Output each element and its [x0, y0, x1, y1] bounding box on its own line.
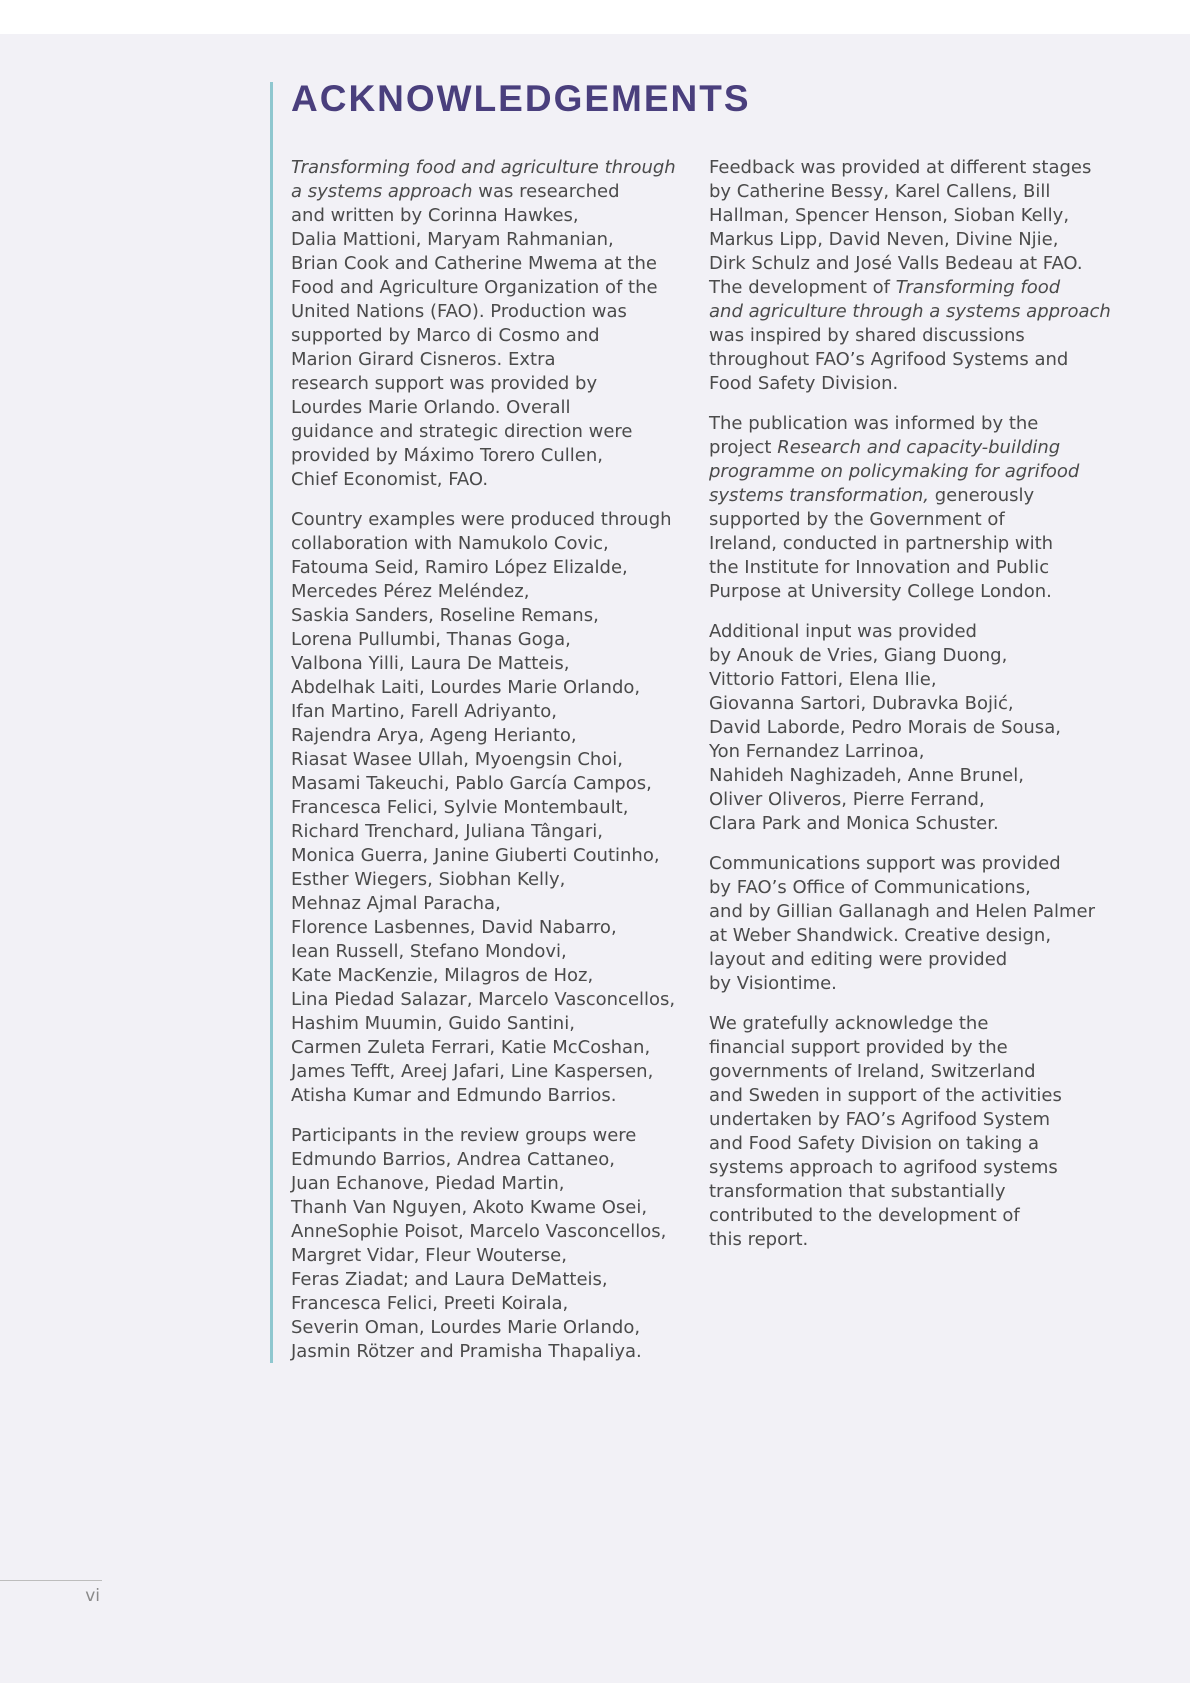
- text-line: Rajendra Arya, Ageng Herianto,: [291, 725, 577, 746]
- text-line: Carmen Zuleta Ferrari, Katie McCoshan,: [291, 1037, 651, 1058]
- text-line: Participants in the review groups were: [291, 1125, 637, 1146]
- text-line: Food and Agriculture Organization of the: [291, 277, 658, 298]
- text-line: and Sweden in support of the activities: [709, 1085, 1062, 1106]
- text-line: Juan Echanove, Piedad Martin,: [291, 1173, 565, 1194]
- text-line: Edmundo Barrios, Andrea Cattaneo,: [291, 1149, 615, 1170]
- text-line: guidance and strategic direction were: [291, 421, 633, 442]
- text-line: systems approach to agrifood systems: [709, 1157, 1058, 1178]
- text-line: project Research and capacity-building: [709, 437, 1061, 458]
- paragraph-review-groups: [291, 1124, 691, 1364]
- text-line: Atisha Kumar and Edmundo Barrios.: [291, 1085, 617, 1106]
- text-line: a systems approach was researched: [291, 181, 620, 202]
- text-line: systems transformation, generously: [709, 485, 1035, 506]
- text-line: Kate MacKenzie, Milagros de Hoz,: [291, 965, 594, 986]
- paragraph-additional-input: [709, 620, 1109, 836]
- text-line: and agriculture through a systems approach: [709, 301, 1111, 322]
- text-line: and Food Safety Division on taking a: [709, 1133, 1040, 1154]
- text-line: Ireland, conducted in partnership with: [709, 533, 1054, 554]
- text-line: The development of Transforming food: [709, 277, 1061, 298]
- text-line: Transforming food and agriculture through: [291, 157, 676, 178]
- text-line: Iean Russell, Stefano Mondovi,: [291, 941, 567, 962]
- text-line: by FAO’s Office of Communications,: [709, 877, 1031, 898]
- text-line: Hallman, Spencer Henson, Sioban Kelly,: [709, 205, 1070, 226]
- text-line: Additional input was provided: [709, 621, 977, 642]
- text-line: supported by the Government of: [709, 509, 1005, 530]
- text-line: Abdelhak Laiti, Lourdes Marie Orlando,: [291, 677, 641, 698]
- text-line: Feedback was provided at different stages: [709, 157, 1092, 178]
- page-number: vi: [85, 1586, 100, 1606]
- text-line: Masami Takeuchi, Pablo García Campos,: [291, 773, 652, 794]
- text-line: James Tefft, Areej Jafari, Line Kaspersen,: [291, 1061, 654, 1082]
- text-line: Marion Girard Cisneros. Extra: [291, 349, 556, 370]
- text-line: throughout FAO’s Agrifood Systems and: [709, 349, 1069, 370]
- text-line: layout and editing were provided: [709, 949, 1008, 970]
- footer-divider: [0, 1580, 102, 1581]
- text-line: by Visiontime.: [709, 973, 837, 994]
- text-line: Florence Lasbennes, David Nabarro,: [291, 917, 617, 938]
- text-line: Riasat Wasee Ullah, Myoengsin Choi,: [291, 749, 624, 770]
- text-line: and written by Corinna Hawkes,: [291, 205, 579, 226]
- text-line: Giovanna Sartori, Dubravka Bojić,: [709, 693, 1014, 714]
- text-line: We gratefully acknowledge the: [709, 1013, 989, 1034]
- text-line: by Anouk de Vries, Giang Duong,: [709, 645, 1008, 666]
- text-line: Ifan Martino, Farell Adriyanto,: [291, 701, 557, 722]
- text-line: Markus Lipp, David Neven, Divine Njie,: [709, 229, 1059, 250]
- text-line: Francesca Felici, Sylvie Montembault,: [291, 797, 629, 818]
- text-line: research support was provided by: [291, 373, 598, 394]
- text-line: programme on policymaking for agrifood: [709, 461, 1080, 482]
- text-line: Margret Vidar, Fleur Wouterse,: [291, 1245, 567, 1266]
- text-line: Food Safety Division.: [709, 373, 899, 394]
- text-line: Thanh Van Nguyen, Akoto Kwame Osei,: [291, 1197, 648, 1218]
- text-line: by Catherine Bessy, Karel Callens, Bill: [709, 181, 1051, 202]
- text-line: Feras Ziadat; and Laura DeMatteis,: [291, 1269, 608, 1290]
- text-line: was inspired by shared discussions: [709, 325, 1025, 346]
- text-line: and by Gillian Gallanagh and Helen Palmer: [709, 901, 1095, 922]
- text-line: contributed to the development of: [709, 1205, 1020, 1226]
- text-line: Dirk Schulz and José Valls Bedeau at FAO.: [709, 253, 1083, 274]
- text-line: Francesca Felici, Preeti Koirala,: [291, 1293, 569, 1314]
- text-line: supported by Marco di Cosmo and: [291, 325, 600, 346]
- text-line: provided by Máximo Torero Cullen,: [291, 445, 603, 466]
- text-line: Communications support was provided: [709, 853, 1061, 874]
- text-line: Dalia Mattioni, Maryam Rahmanian,: [291, 229, 614, 250]
- text-line: Saskia Sanders, Roseline Remans,: [291, 605, 599, 626]
- paragraph-financial-support: [709, 1012, 1109, 1252]
- text-line: Lina Piedad Salazar, Marcelo Vasconcellos,: [291, 989, 676, 1010]
- text-line: Monica Guerra, Janine Giuberti Coutinho,: [291, 845, 660, 866]
- text-line: this report.: [709, 1229, 809, 1250]
- text-line: Vittorio Fattori, Elena Ilie,: [709, 669, 937, 690]
- text-line: Clara Park and Monica Schuster.: [709, 813, 999, 834]
- text-line: United Nations (FAO). Production was: [291, 301, 627, 322]
- paragraph-feedback: [709, 156, 1109, 396]
- text-line: Yon Fernandez Larrinoa,: [709, 741, 925, 762]
- text-line: Valbona Yilli, Laura De Matteis,: [291, 653, 570, 674]
- text-line: Severin Oman, Lourdes Marie Orlando,: [291, 1317, 641, 1338]
- text-line: Brian Cook and Catherine Mwema at the: [291, 253, 657, 274]
- accent-bar: [270, 82, 273, 1363]
- left-column: [291, 156, 691, 1380]
- text-line: governments of Ireland, Switzerland: [709, 1061, 1036, 1082]
- text-line: The publication was informed by the: [709, 413, 1039, 434]
- text-line: Jasmin Rötzer and Pramisha Thapaliya.: [291, 1341, 642, 1362]
- text-line: Chief Economist, FAO.: [291, 469, 489, 490]
- right-column: [709, 156, 1109, 1268]
- paragraph-publication-project: [709, 412, 1109, 604]
- text-line: Richard Trenchard, Juliana Tângari,: [291, 821, 604, 842]
- text-line: collaboration with Namukolo Covic,: [291, 533, 609, 554]
- text-line: the Institute for Innovation and Public: [709, 557, 1050, 578]
- text-line: Mehnaz Ajmal Paracha,: [291, 893, 501, 914]
- text-line: at Weber Shandwick. Creative design,: [709, 925, 1052, 946]
- page-title: ACKNOWLEDGEMENTS: [291, 78, 751, 119]
- text-line: undertaken by FAO’s Agrifood System: [709, 1109, 1051, 1130]
- text-line: Nahideh Naghizadeh, Anne Brunel,: [709, 765, 1024, 786]
- text-line: Lorena Pullumbi, Thanas Goga,: [291, 629, 571, 650]
- text-line: Fatouma Seid, Ramiro López Elizalde,: [291, 557, 628, 578]
- text-line: Lourdes Marie Orlando. Overall: [291, 397, 571, 418]
- text-line: Hashim Muumin, Guido Santini,: [291, 1013, 575, 1034]
- text-line: Purpose at University College London.: [709, 581, 1052, 602]
- text-line: Oliver Oliveros, Pierre Ferrand,: [709, 789, 985, 810]
- paragraph-authors: [291, 156, 691, 492]
- text-line: transformation that substantially: [709, 1181, 1006, 1202]
- text-line: AnneSophie Poisot, Marcelo Vasconcellos,: [291, 1221, 667, 1242]
- text-line: Mercedes Pérez Meléndez,: [291, 581, 530, 602]
- text-line: David Laborde, Pedro Morais de Sousa,: [709, 717, 1061, 738]
- paragraph-communications: [709, 852, 1109, 996]
- paragraph-country-examples: [291, 508, 691, 1108]
- text-line: Esther Wiegers, Siobhan Kelly,: [291, 869, 566, 890]
- text-line: financial support provided by the: [709, 1037, 1008, 1058]
- text-line: Country examples were produced through: [291, 509, 672, 530]
